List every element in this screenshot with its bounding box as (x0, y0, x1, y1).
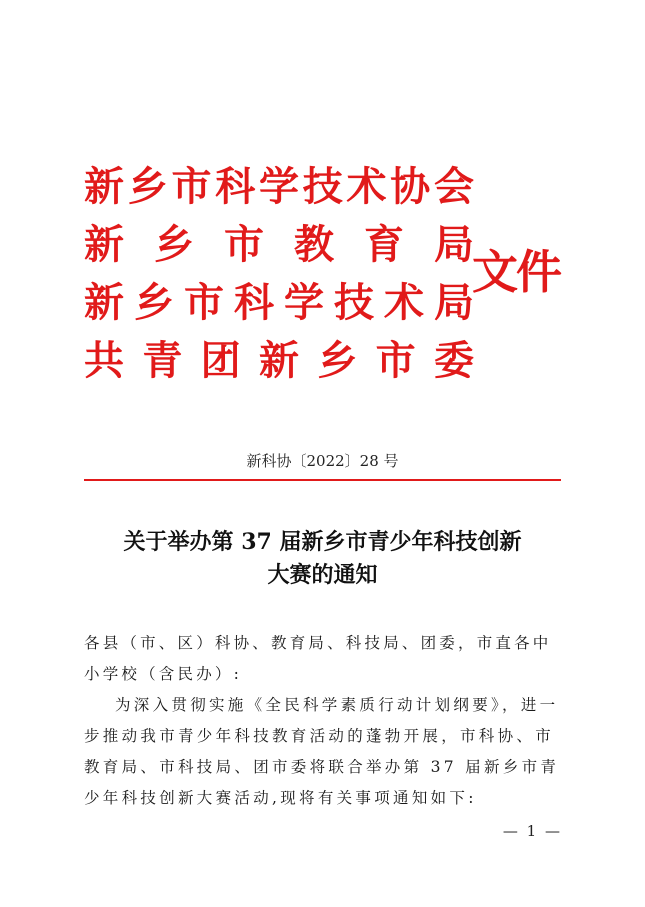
issuer-line-1 (84, 158, 474, 216)
issuer-char: 术 (384, 279, 424, 326)
page-number: — 1 — (502, 822, 562, 840)
document-title (84, 526, 561, 592)
issuer-char: 学 (284, 279, 324, 326)
issuer-char: 科 (234, 279, 274, 326)
title-line-1: 关于举办第 37 届新乡市青少年科技创新 (123, 529, 522, 555)
issuer-char: 局 (434, 279, 474, 326)
body-paragraph: 为深入贯彻实施《全民科学素质行动计划纲要》，进一步推动我市青少年科技教育活动的蓬勃开展，市科协、市教育局、市科技局、团市委将联合举办第 37 届新乡市青少年科技创新大赛活动,现将有关事项通知如下: (84, 696, 560, 807)
issuer-char: 会 (434, 163, 474, 210)
issuer-char: 技 (302, 163, 343, 210)
issuer-char: 局 (434, 221, 474, 268)
issuer-line-2 (84, 216, 474, 274)
issuer-char: 新 (84, 221, 124, 268)
issuer-char: 青 (142, 337, 183, 384)
issuer-char: 市 (224, 221, 264, 268)
issuer-char: 科 (215, 163, 256, 210)
issuer-line-3 (84, 274, 474, 332)
addressee: 各县（市、区）科协、教育局、科技局、团委，市直各中小学校（含民办）: (84, 634, 552, 683)
issuer-char: 新 (84, 279, 124, 326)
issuer-char: 乡 (127, 163, 168, 210)
issuer-char: 市 (375, 337, 416, 384)
issuer-char: 乡 (154, 221, 194, 268)
red-divider-line (84, 479, 561, 481)
title-line-2: 大赛的通知 (267, 562, 378, 588)
document-type-label: 文件 (472, 245, 560, 299)
document-number: 新科协〔2022〕28 号 (246, 452, 399, 470)
issuer-char: 教 (294, 221, 334, 268)
issuer-char: 市 (171, 163, 212, 210)
issuer-char: 协 (390, 163, 431, 210)
issuer-char: 共 (84, 337, 124, 384)
issuer-char: 新 (84, 163, 124, 210)
issuer-char: 市 (184, 279, 224, 326)
issuer-char: 新 (258, 337, 299, 384)
issuer-char: 术 (346, 163, 387, 210)
issuer-char: 技 (334, 279, 374, 326)
issuer-char: 团 (200, 337, 241, 384)
issuer-char: 学 (259, 163, 299, 210)
issuer-char: 育 (364, 221, 404, 268)
issuer-char: 委 (433, 337, 474, 384)
issuer-char: 乡 (317, 337, 358, 384)
issuer-line-4 (84, 332, 474, 390)
issuer-char: 乡 (134, 279, 174, 326)
issuer-block (84, 158, 474, 390)
